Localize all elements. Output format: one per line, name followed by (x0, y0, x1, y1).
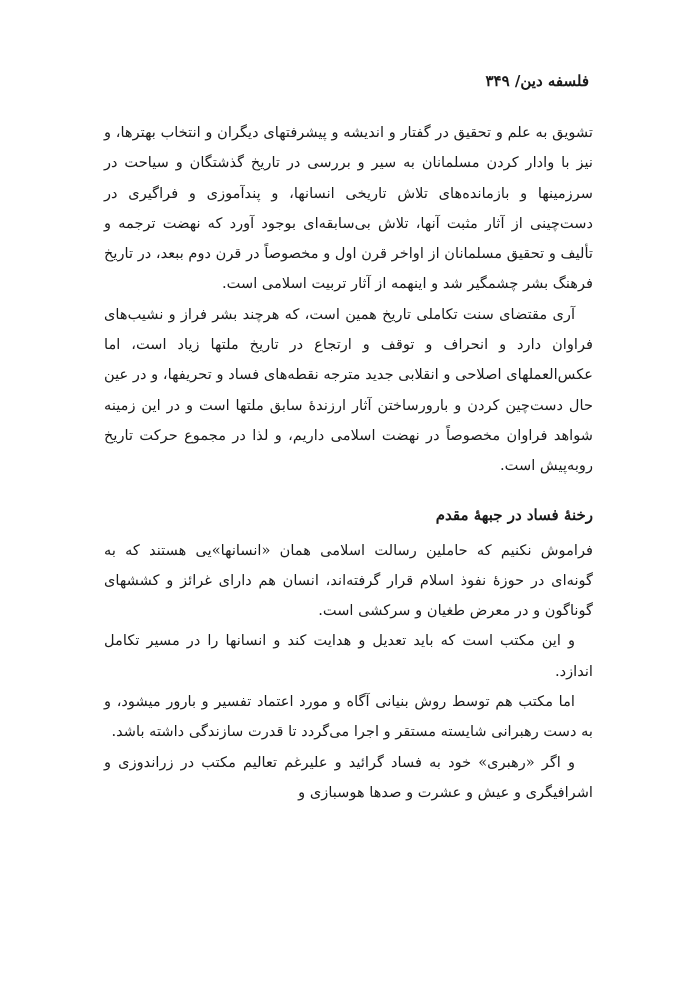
section-spacer (104, 482, 593, 500)
running-header: فلسفه دین/ ۳۴۹ (485, 72, 589, 90)
body-paragraph: تشویق به علم و تحقیق در گفتار و اندیشه و پیشرفتهای دیگران و انتخاب بهترها، و نیز با وادار کردن مسلمانان به سیر و بررسی در تاریخ گذشتگان و سیاحت در سرزمینها و بازمانده‌های تلاش تاریخی انسانها، و پندآموزی و فراگیری در دست‌چینی از آثار مثبت آنها، تلاش بی‌سابقه‌ای بوجود آورد که نهضت ترجمه و تألیف و تحقیق مسلمانان از اواخر قرن اول و مخصوصاً در قرن دوم ببعد، در تاریخ فرهنگ بشر چشمگیر شد و اینهمه از آثار تربیت اسلامی است. (104, 124, 593, 293)
body-paragraph: و این مکتب است که باید تعدیل و هدایت کند و انسانها را در مسیر تکامل اندازد. (104, 632, 593, 680)
body-paragraph: آری مقتضای سنت تکاملی تاریخ همین است، که هرچند بشر فراز و نشیب‌های فراوان دارد و انحراف و توقف و ارتجاع در تاریخ ملتها زیاد است، اما عکس‌العملهای اصلاحی و انقلابی جدید مترجه نقطه‌های فساد و تحریفها، و در عین حال دست‌چین کردن و بارورساختن آثار ارزندهٔ سابق ملتها است و در این زمینه شواهد فراوان مخصوصاً در نهضت اسلامی داریم، و لذا در مجموع حرکت تاریخ روبه‌پیش است. (104, 305, 593, 475)
page-body (104, 118, 593, 808)
body-paragraph: اما مکتب هم توسط روش بنیانی آگاه و مورد اعتماد تفسیر و بارور میشود، و به دست رهبرانی شایسته مستقر و اجرا می‌گردد تا قدرت سازندگی داشته باشد. (104, 693, 593, 741)
body-paragraph: و اگر «رهبری» خود به فساد گرائید و علیرغم تعالیم مکتب در زراندوزی و اشرافیگری و عیش و عشرت و صدها هوسبازی و (104, 753, 593, 801)
body-paragraph: فراموش نکنیم که حاملین رسالت اسلامی همان «انسانها»یی هستند که به گونه‌ای در حوزهٔ نفوذ اسلام قرار گرفته‌اند، انسان هم دارای غرائز و کششهای گوناگون و در معرض طغیان و سرکشی است. (104, 541, 593, 620)
section-heading: رخنهٔ فساد در جبههٔ مقدم (435, 505, 593, 524)
